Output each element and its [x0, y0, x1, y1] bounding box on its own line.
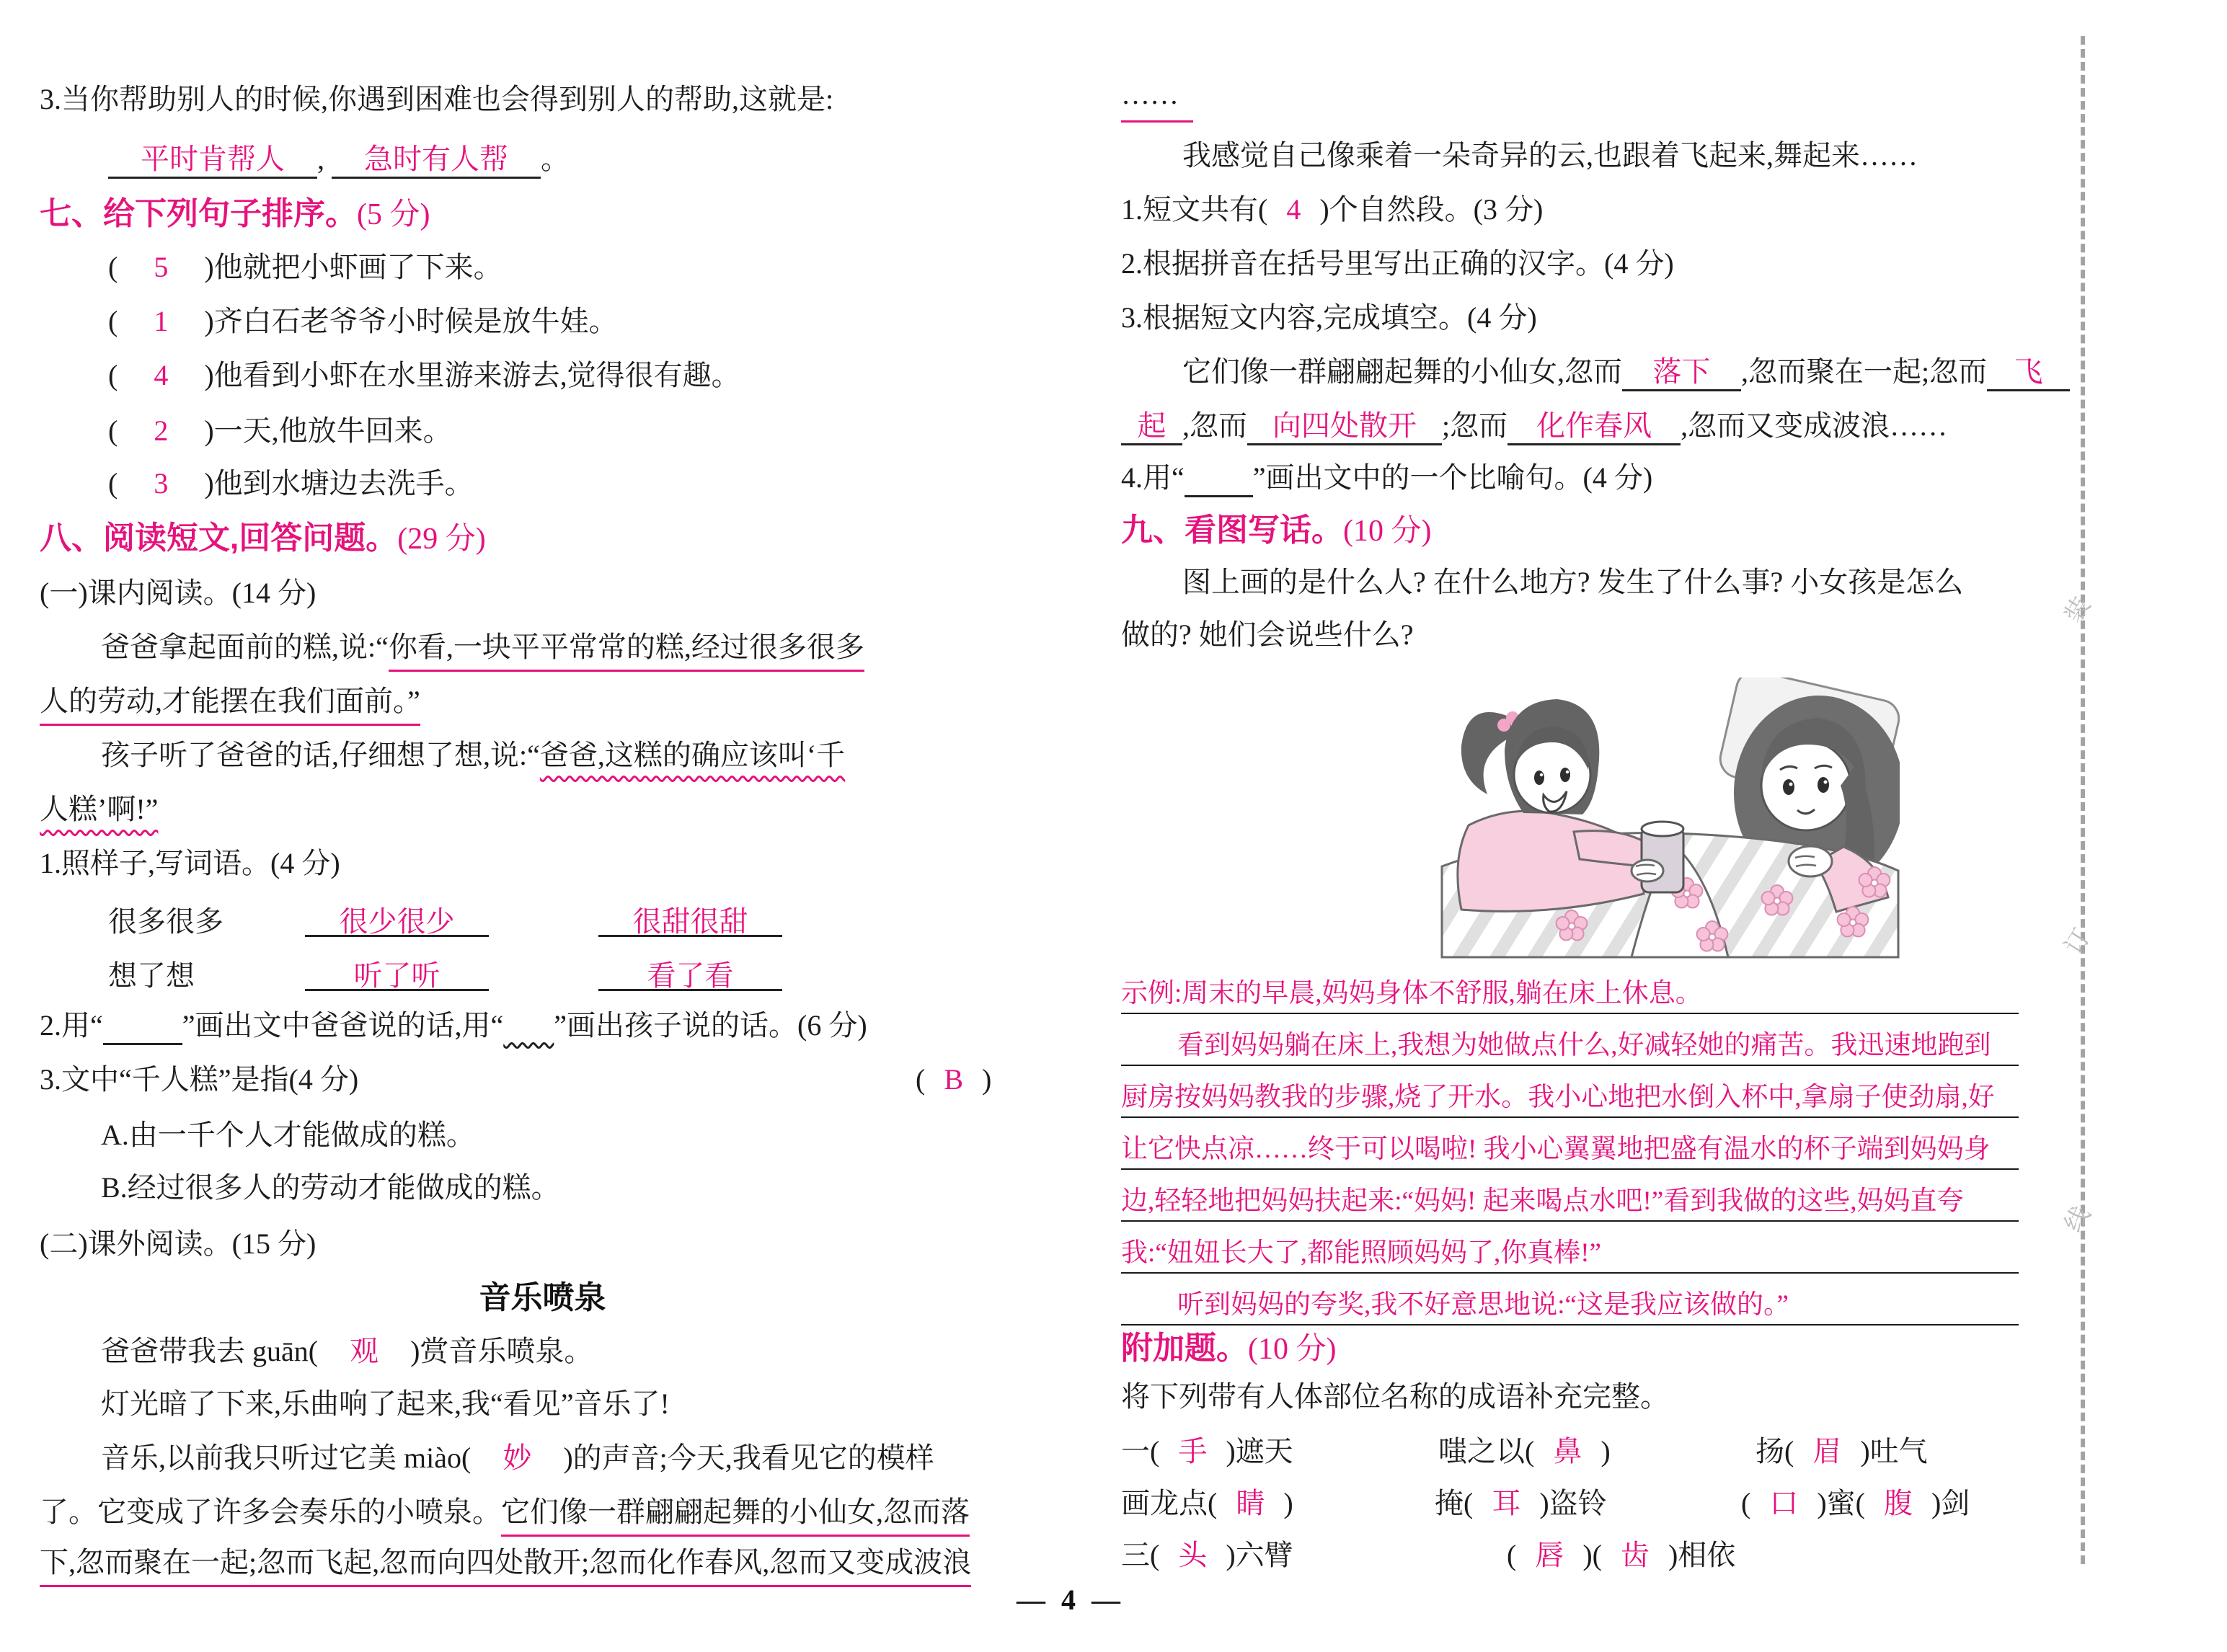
q2-text: 2.用“	[40, 1009, 103, 1042]
idiom-answer: 腹	[1883, 1487, 1913, 1519]
bonus-row-2	[1121, 1480, 2019, 1524]
pinyin-prompt: 音乐,以前我只听过它美 miào(	[101, 1442, 471, 1474]
q3-answer-blank-2: 急时有人帮	[332, 141, 541, 179]
read1-q3	[40, 1061, 1045, 1099]
child-speech-wavy: 人糕’啊!”	[40, 793, 159, 825]
read1-q1: 1.照样子,写词语。(4 分)	[40, 847, 340, 879]
idiom	[1121, 1480, 1293, 1522]
essay-line-4	[1121, 1118, 2019, 1170]
q3-sentence: 3.当你帮助别人的时候,你遇到困难也会得到别人的帮助,这就是:	[40, 83, 834, 115]
paren-open: (	[108, 414, 118, 447]
idiom	[1507, 1532, 1735, 1573]
idiom-text: 一(	[1121, 1435, 1160, 1467]
binding-dashed-line	[2081, 36, 2085, 1564]
idiom-text: 画龙点(	[1121, 1487, 1218, 1519]
essay-line-1	[1121, 962, 2019, 1014]
straight-line-blank	[103, 1016, 182, 1045]
simile-underlined: 下,忽而聚在一起;忽而飞起,忽而向四处散开;忽而化作春风,忽而又变成波浪	[40, 1546, 971, 1587]
idiom-answer: 睛	[1236, 1487, 1265, 1519]
paren-open: (	[108, 359, 118, 391]
paren-close: )	[204, 305, 214, 337]
section-8-title: 八、阅读短文,回答问题。	[40, 520, 398, 556]
idiom-answer: 鼻	[1553, 1435, 1582, 1467]
pinyin-answer: 妙	[502, 1442, 532, 1474]
child-speech-lead: 孩子听了爸爸的话,仔细想了想,说:“	[101, 739, 540, 771]
fill-text: ,忽而	[1182, 409, 1247, 443]
seq-answer: 2	[154, 414, 169, 447]
idiom-answer: 唇	[1535, 1539, 1564, 1571]
paren-open: (	[108, 467, 118, 499]
idiom	[1756, 1429, 1928, 1470]
bonus-row-1	[1121, 1429, 2019, 1472]
pinyin-prompt: 爸爸带我去 guān(	[101, 1335, 319, 1367]
idiom-answer: 头	[1178, 1539, 1208, 1571]
section-8-heading	[40, 518, 486, 559]
section-7-heading	[40, 193, 430, 235]
mother-daughter-illustration	[1402, 678, 1900, 959]
straight-line-blank	[1185, 468, 1253, 497]
paren-close: )	[982, 1063, 992, 1096]
paren-close: )	[204, 414, 214, 447]
idiom-text: )吐气	[1860, 1435, 1928, 1467]
read1-header: (一)课内阅读。(14 分)	[40, 577, 316, 609]
read2-line3	[101, 1439, 934, 1478]
right-q1	[1121, 191, 1543, 229]
essay-text: 我:“妞妞长大了,都能照顾妈妈了,你真棒!”	[1121, 1238, 1601, 1268]
seq-answer: 1	[154, 305, 169, 337]
idiom-text: 三(	[1121, 1539, 1160, 1571]
passage-last-paragraph: 我感觉自己像乘着一朵奇异的云,也跟着飞起来,舞起来……	[1182, 139, 1918, 172]
right-q4	[1121, 459, 1652, 497]
child-speech-wavy: 爸爸,这糕的确应该叫‘千	[539, 739, 846, 771]
idiom-text: )六臂	[1226, 1539, 1293, 1571]
father-speech-underlined: 你看,一块平平常常的糕,经过很多很多	[389, 631, 864, 672]
fill-text: 它们像一群翩翩起舞的小仙女,忽而	[1182, 355, 1622, 388]
bonus-row-3	[1121, 1532, 2019, 1576]
read1-paragraph-line3	[101, 737, 845, 775]
essay-line-3	[1121, 1066, 2019, 1118]
word-answer: 看了看	[598, 953, 782, 991]
choice-answer-letter: B	[944, 1063, 964, 1096]
read2-line5	[40, 1544, 971, 1582]
q3-text: 3.文中“千人糕”是指(4 分)	[40, 1063, 359, 1096]
read1-q2	[40, 1007, 867, 1045]
paren-close: )	[204, 251, 214, 283]
word-example: 很多很多	[108, 905, 223, 938]
essay-line-2	[1121, 1014, 2019, 1066]
option-b: B.经过很多人的劳动才能做成的糕。	[101, 1171, 560, 1204]
q4-text: ”画出文中的一个比喻句。(4 分)	[1252, 461, 1653, 494]
idiom-answer: 齿	[1620, 1539, 1650, 1571]
seq-item-4	[108, 412, 452, 450]
fill-answer: 化作春风	[1507, 407, 1681, 445]
paren-close: )	[204, 467, 214, 499]
picture-prompt-line1: 图上画的是什么人? 在什么地方? 发生了什么事? 小女孩是怎么	[1182, 566, 1964, 598]
word-row-1	[108, 899, 1045, 940]
fill-answer: 落下	[1622, 353, 1741, 391]
seq-item-1	[108, 249, 502, 287]
word-answer: 很少很少	[305, 899, 489, 937]
read1-paragraph-line4	[40, 791, 158, 829]
right-q2: 2.根据拼音在括号里写出正确的汉字。(4 分)	[1121, 247, 1674, 280]
essay-text: 边,轻轻地把妈妈扶起来:“妈妈! 起来喝点水吧!”看到我做的这些,妈妈直夸	[1121, 1186, 1964, 1216]
bonus-title: 附加题。	[1121, 1331, 1248, 1366]
passage-title: 音乐喷泉	[479, 1280, 606, 1315]
q1-text: )个自然段。(3 分)	[1319, 193, 1544, 226]
q2-text: ”画出孩子说的话。(6 分)	[554, 1009, 867, 1042]
q1-text: 1.短文共有(	[1121, 193, 1268, 226]
essay-text: 示例:周末的早晨,妈妈身体不舒服,躺在床上休息。	[1121, 979, 1702, 1008]
fill-answer: 起	[1121, 407, 1182, 445]
seq-item-5	[108, 465, 474, 503]
essay-text: 厨房按妈妈教我的步骤,烧了开水。我小心地把水倒入杯中,拿扇子使劲扇,好	[1121, 1083, 1995, 1112]
idiom-text: 嗤之以(	[1438, 1435, 1535, 1467]
word-row-2	[108, 953, 1045, 994]
idiom-answer: 手	[1178, 1435, 1208, 1467]
read1-paragraph-line2	[40, 683, 420, 721]
passage-continuation-ellipsis	[1121, 76, 1193, 123]
idiom-text: )盗铃	[1539, 1487, 1607, 1519]
seq-text: 他看到小虾在水里游来游去,觉得很有趣。	[213, 359, 740, 391]
fill-text: ,忽而聚在一起;忽而	[1741, 355, 1988, 388]
section-7-score: (5 分)	[357, 198, 430, 231]
bed-scene-drawing	[1402, 678, 1900, 959]
section-9-heading	[1121, 510, 1431, 551]
passage-text: 了。它变成了许多会奏乐的小喷泉。	[40, 1496, 501, 1528]
picture-prompt-line2: 做的? 她们会说些什么?	[1121, 618, 1414, 651]
fill-text: ;忽而	[1442, 409, 1508, 443]
word-example: 想了想	[108, 959, 195, 992]
bonus-instruction: 将下列带有人体部位名称的成语补充完整。	[1121, 1380, 1669, 1413]
fill-answer: 向四处散开	[1247, 407, 1442, 445]
idiom	[1741, 1480, 1970, 1522]
essay-line-7	[1121, 1274, 2019, 1325]
paren-open: (	[916, 1063, 926, 1096]
q3-comma: ,	[317, 143, 324, 176]
read2-line1	[101, 1333, 593, 1371]
seq-text: 一天,他放牛回来。	[213, 414, 452, 447]
ellipsis-text: ……	[1121, 76, 1193, 123]
q3-period: 。	[541, 143, 570, 176]
seq-answer: 4	[154, 359, 169, 391]
word-answer: 听了听	[305, 953, 489, 991]
section-7-title: 七、给下列句子排序。	[40, 196, 357, 231]
idiom-answer: 耳	[1492, 1487, 1521, 1519]
bonus-heading	[1121, 1328, 1336, 1369]
fill-line-2	[1121, 407, 1947, 445]
essay-text: 让它快点凉……终于可以喝啦! 我小心翼翼地把盛有温水的杯子端到妈妈身	[1121, 1134, 1991, 1164]
seq-answer: 3	[154, 467, 169, 499]
right-q3: 3.根据短文内容,完成填空。(4 分)	[1121, 301, 1537, 334]
seq-text: 他到水塘边去洗手。	[213, 467, 474, 499]
page-number: — 4 —	[1017, 1584, 1125, 1616]
bonus-score: (10 分)	[1248, 1333, 1337, 1366]
seq-text: 他就把小虾画了下来。	[213, 251, 502, 283]
idiom-text: 扬(	[1756, 1435, 1794, 1467]
seq-item-3	[108, 357, 740, 395]
essay-line-5	[1121, 1170, 2019, 1222]
seq-answer: 5	[154, 251, 169, 283]
idiom-text: )遮天	[1226, 1435, 1293, 1467]
idiom-text: (	[1741, 1487, 1751, 1519]
read1-paragraph-line1	[101, 629, 864, 667]
binding-char-ding: 订	[2060, 924, 2097, 959]
q3-answer-line	[108, 141, 570, 179]
pinyin-answer: 观	[350, 1335, 379, 1367]
seq-text: 齐白石老爷爷小时候是放牛娃。	[213, 305, 618, 337]
idiom-text: (	[1507, 1539, 1517, 1571]
section-9-title: 九、看图写话。	[1121, 512, 1343, 548]
option-a: A.由一千个人才能做成的糕。	[101, 1119, 475, 1151]
read2-line2: 灯光暗了下来,乐曲响了起来,我“看见”音乐了!	[101, 1387, 670, 1420]
q3-answer-blank-1: 平时肯帮人	[108, 141, 317, 179]
q1-answer: 4	[1286, 193, 1301, 226]
q2-text: ”画出文中爸爸说的话,用“	[182, 1009, 504, 1042]
binding-char-zhuang: 装	[2060, 592, 2097, 628]
pinyin-post: )赏音乐喷泉。	[410, 1335, 593, 1367]
section-9-score: (10 分)	[1343, 515, 1432, 548]
q4-text: 4.用“	[1121, 461, 1185, 494]
read2-header: (二)课外阅读。(15 分)	[40, 1227, 316, 1260]
idiom-text: 掩(	[1435, 1487, 1474, 1519]
fill-text: ,忽而又变成波浪……	[1681, 409, 1948, 443]
idiom	[1438, 1429, 1611, 1470]
paren-close: )	[204, 359, 214, 391]
pinyin-post: )的声音;今天,我看见它的模样	[563, 1442, 934, 1474]
idiom-answer: 口	[1769, 1487, 1799, 1519]
section-8-score: (29 分)	[397, 523, 486, 556]
idiom-text: )相依	[1668, 1539, 1736, 1571]
essay-line-6	[1121, 1222, 2019, 1274]
binding-char-xian: 线	[2060, 1202, 2097, 1237]
idiom-text: )	[1283, 1487, 1293, 1519]
q3-choice-answer	[916, 1061, 991, 1099]
father-speech-underlined: 人的劳动,才能摆在我们面前。”	[40, 685, 420, 726]
idiom-text: )(	[1582, 1539, 1602, 1571]
idiom-answer: 眉	[1812, 1435, 1842, 1467]
idiom-text: )剑	[1931, 1487, 1970, 1519]
essay-text: 听到妈妈的夸奖,我不好意思地说:“这是我应该做的。”	[1177, 1290, 1789, 1320]
idiom	[1121, 1429, 1293, 1470]
word-answer: 很甜很甜	[598, 899, 782, 937]
read2-line4	[40, 1493, 970, 1532]
idiom	[1121, 1532, 1293, 1573]
seq-item-2	[108, 303, 618, 341]
simile-underlined: 它们像一群翩翩起舞的小仙女,忽而落	[501, 1496, 970, 1537]
idiom-text: )蜜(	[1817, 1487, 1865, 1519]
father-speech-lead: 爸爸拿起面前的糕,说:“	[101, 631, 389, 663]
wavy-line-blank	[503, 1007, 554, 1045]
paren-open: (	[108, 251, 118, 283]
fill-line-1	[1182, 353, 2070, 391]
paren-open: (	[108, 305, 118, 337]
idiom-text: )	[1600, 1435, 1611, 1467]
essay-text: 看到妈妈躺在床上,我想为她做点什么,好减轻她的痛苦。我迅速地跑到	[1177, 1031, 1991, 1060]
idiom	[1435, 1480, 1607, 1522]
fill-answer: 飞	[1987, 353, 2070, 391]
